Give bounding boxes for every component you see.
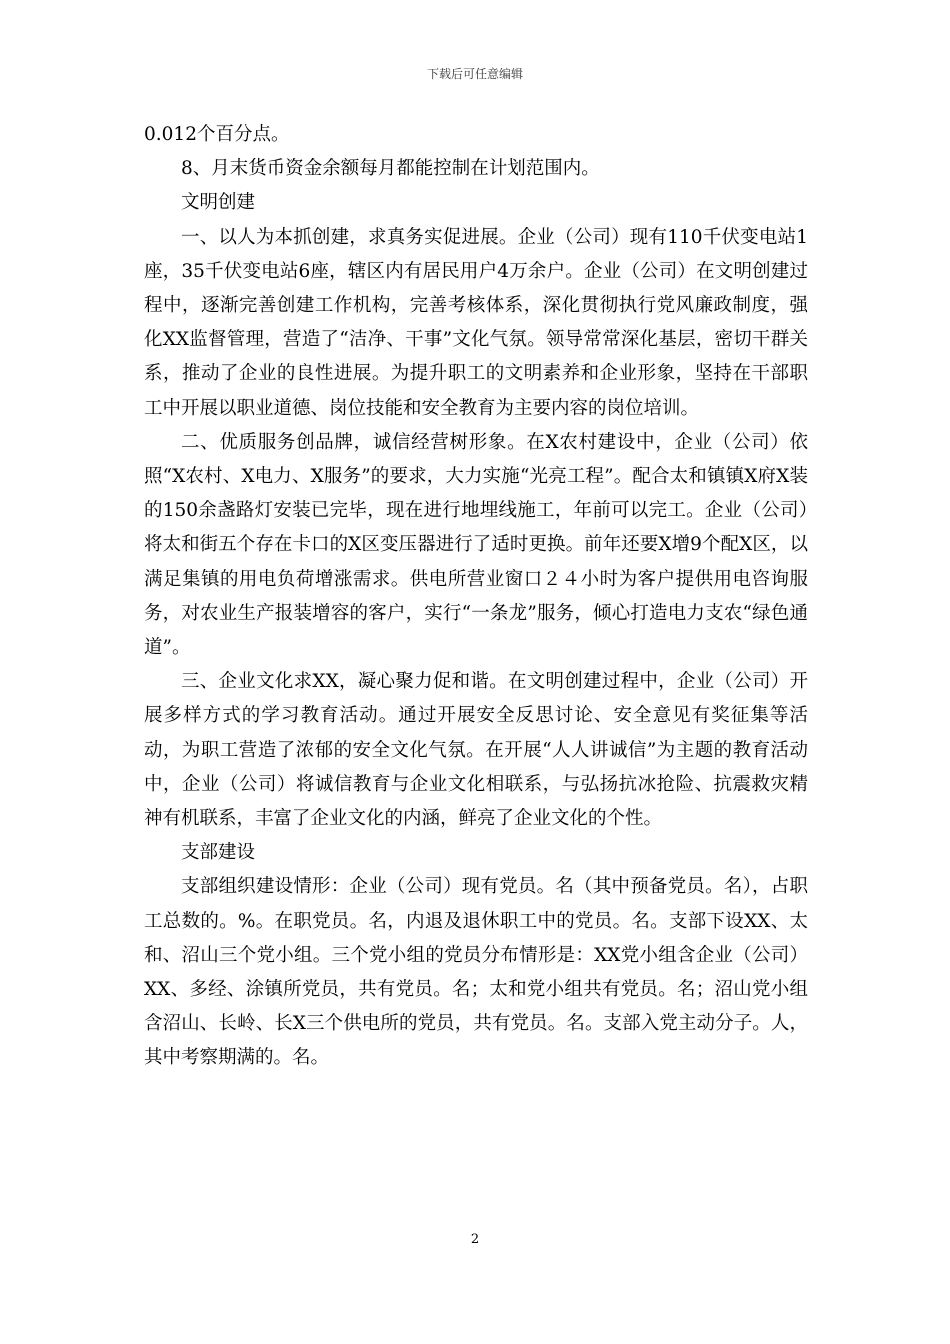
- document-body: [144, 118, 808, 1076]
- page-header: 下载后可任意编辑: [426, 67, 523, 81]
- paragraph: 一、以人为本抓创建，求真务实促进展。企业（公司）现有110千伏变电站1座，35千伏变电站6座，辖区内有居民用户4万余户。企业（公司）在文明创建过程中，逐渐完善创建工作机构，完善考核体系，深化贯彻执行党风廉政制度，强化XX监督管理，营造了“洁净、干事”文化气氛。领导常常深化基层，密切干群关系，推动了企业的良性进展。为提升职工的文明素养和企业形象，坚持在干部职工中开展以职业道德、岗位技能和安全教育为主要内容的岗位培训。: [144, 226, 808, 419]
- page-number: 2: [470, 1232, 480, 1247]
- paragraph: 0.012个百分点。: [144, 124, 290, 145]
- paragraph: 支部组织建设情形：企业（公司）现有党员。名（其中预备党员。名），占职工总数的。%。在职党员。名，内退及退休职工中的党员。名。支部下设XX、太和、沼山三个党小组。三个党小组的党员分布情形是：XX党小组含企业（公司）XX、多经、涂镇所党员，共有党员。名；太和党小组共有党员。名；沼山党小组含沼山、长岭、长X三个供电所的党员，共有党员。名。支部入党主动分子。人，其中考察期满的。名。: [144, 876, 808, 1069]
- paragraph: 二、优质服务创品牌，诚信经营树形象。在X农村建设中，企业（公司）依照“X农村、X电力、X服务”的要求，大力实施“光亮工程”。配合太和镇镇X府X装的150余盏路灯安装已完毕，现在进行地埋线施工，年前可以完工。企业（公司）将太和街五个存在卡口的X区变压器进行了适时更换。前年还要X增9个配X区，以满足集镇的用电负荷增涨需求。供电所营业窗口２４小时为客户提供用电咨询服务，对农业生产报装增容的客户，实行“一条龙”服务，倾心打造电力支农“绿色通道”。: [144, 431, 808, 659]
- paragraph: 三、企业文化求XX，凝心聚力促和谐。在文明创建过程中，企业（公司）开展多样方式的学习教育活动。通过开展安全反思讨论、安全意见有奖征集等活动，为职工营造了浓郁的安全文化气氛。在开展“人人讲诚信”为主题的教育活动中，企业（公司）将诚信教育与企业文化相联系，与弘扬抗冰抢险、抗震救灾精神有机联系，丰富了企业文化的内涵，鲜亮了企业文化的个性。: [144, 671, 808, 830]
- section-heading: 文明创建: [181, 192, 256, 214]
- paragraph: 8、月末货币资金余额每月都能控制在计划范围内。: [181, 158, 600, 180]
- section-heading: 支部建设: [181, 842, 256, 864]
